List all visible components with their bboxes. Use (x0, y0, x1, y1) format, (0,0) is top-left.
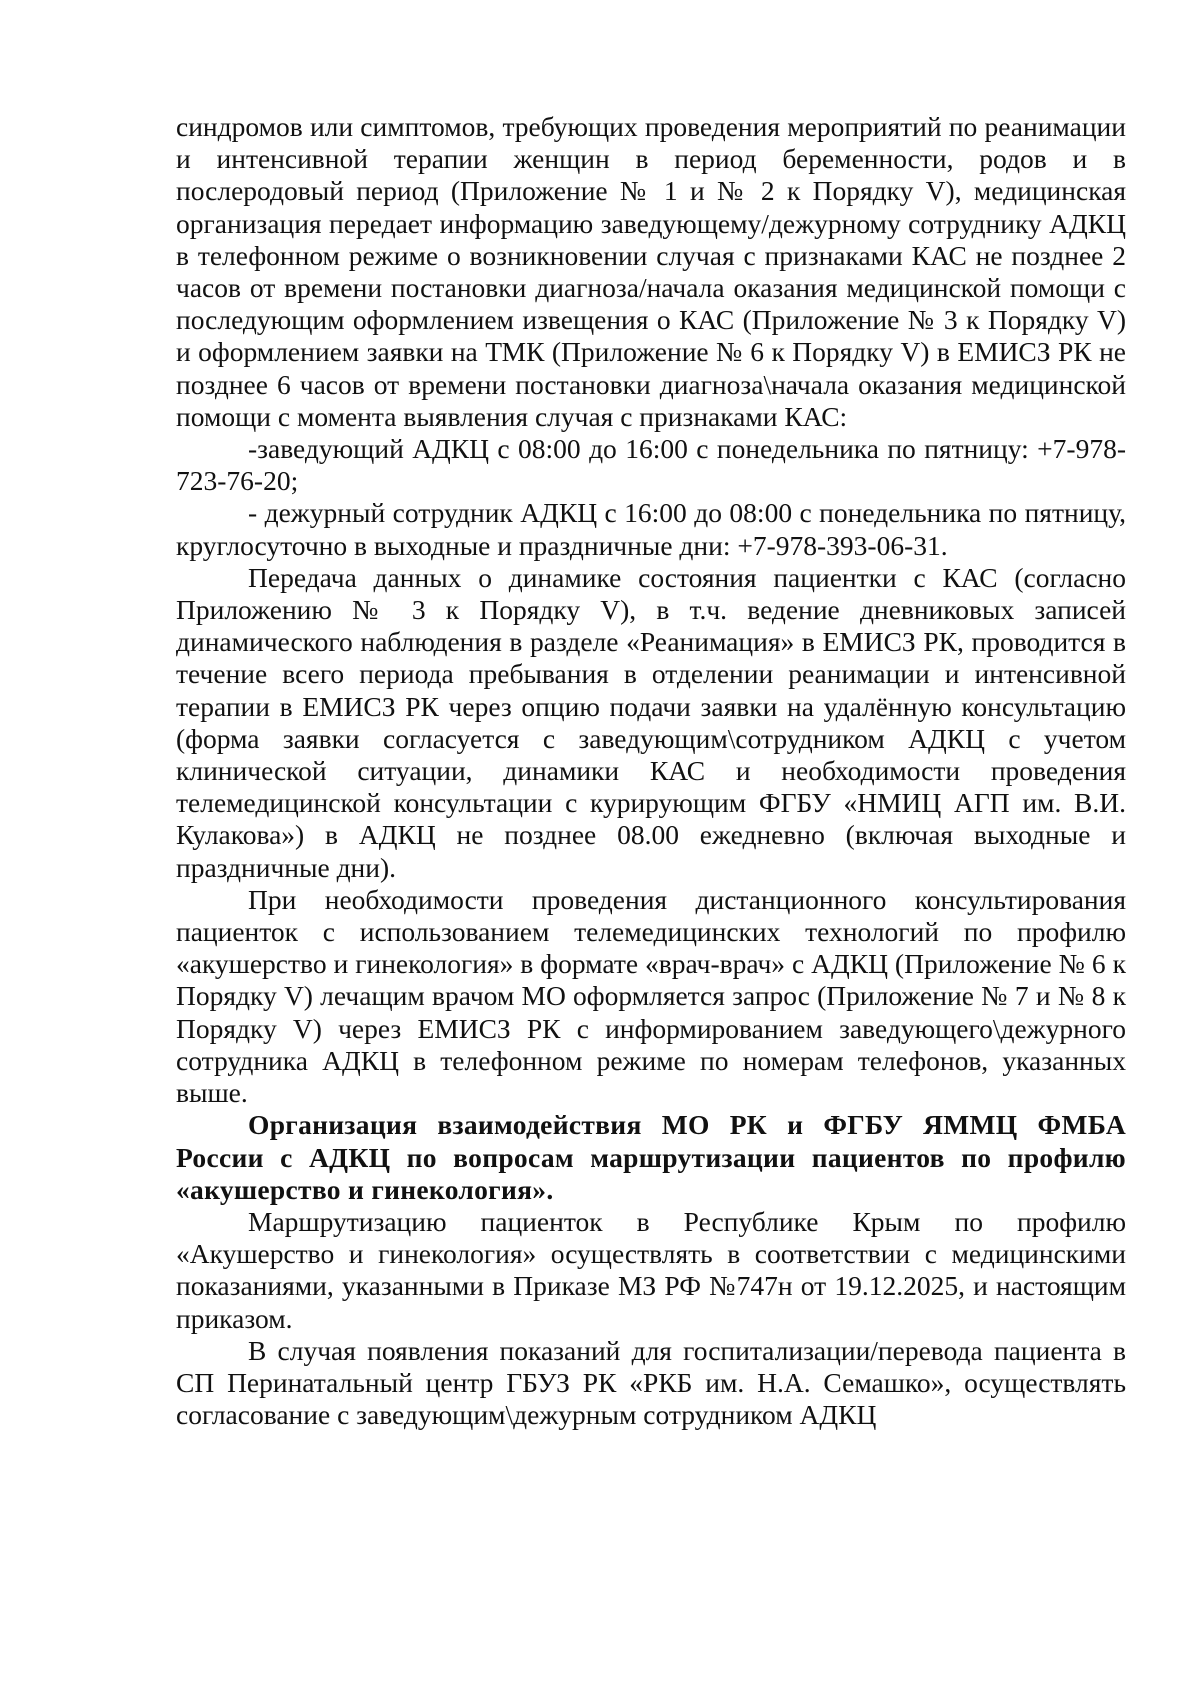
paragraph-hospitalization: В случая появления показаний для госпитализации/перевода пациента в СП Перинатальный центр ГБУЗ РК «РКБ им. Н.А. Семашко», осуществлять согласование с заведующим\дежурным сотрудником АДКЦ (176, 1334, 1126, 1431)
document-body (176, 111, 1126, 1431)
paragraph-dynamics-transfer: Передача данных о динамике состояния пациентки с КАС (согласно Приложению № 3 к Порядку V), в т.ч. ведение дневниковых записей динамического наблюдения в разделе «Реанимация» в ЕМИСЗ РК, проводится в течение всего периода пребывания в отделении реанимации и интенсивной терапии в ЕМИСЗ РК через опцию подачи заявки на удалённую консультацию (форма заявки согласуется с заведующим\сотрудником АДКЦ с учетом клинической ситуации, динамики КАС и необходимости проведения телемедицинской консультации с курирующим ФГБУ «НМИЦ АГП им. В.И. Кулакова») в АДКЦ не позднее 08.00 ежедневно (включая выходные и праздничные дни). (176, 561, 1126, 883)
paragraph-routing: Маршрутизацию пациенток в Республике Крым по профилю «Акушерство и гинекология» осуществлять в соответствии с медицинскими показаниями, указанными в Приказе МЗ РФ №747н от 19.12.2025, и настоящим приказом. (176, 1205, 1126, 1334)
paragraph-procedure-intro: синдромов или симптомов, требующих проведения мероприятий по реанимации и интенсивной терапии женщин в период беременности, родов и в послеродовый период (Приложение № 1 и № 2 к Порядку V), медицинская организация передает информацию заведующему/дежурному сотруднику АДКЦ в телефонном режиме о возникновении случая с признаками КАС не позднее 2 часов от времени постановки диагноза/начала оказания медицинской помощи с последующим оформлением извещения о КАС (Приложение № 3 к Порядку V) и оформлением заявки на ТМК (Приложение № 6 к Порядку V) в ЕМИСЗ РК не позднее 6 часов от времени постановки диагноза\начала оказания медицинской помощи с момента выявления случая с признаками КАС: (176, 111, 1126, 432)
paragraph-duty-contact: - дежурный сотрудник АДКЦ с 16:00 до 08:00 с понедельника по пятницу, круглосуточно в выходные и праздничные дни: +7-978-393-06-31. (176, 497, 1126, 561)
section-heading-routing: Организация взаимодействия МО РК и ФГБУ ЯММЦ ФМБА России с АДКЦ по вопросам маршрутизации пациентов по профилю «акушерство и гинекология». (176, 1109, 1126, 1205)
paragraph-head-contact: -заведующий АДКЦ с 08:00 до 16:00 с понедельника по пятницу: +7-978-723-76-20; (176, 433, 1126, 497)
paragraph-telemedicine: При необходимости проведения дистанционного консультирования пациенток с использованием телемедицинских технологий по профилю «акушерство и гинекология» в формате «врач-врач» с АДКЦ (Приложение № 6 к Порядку V) лечащим врачом МО оформляется запрос (Приложение № 7 и № 8 к Порядку V) через ЕМИСЗ РК с информированием заведующего\дежурного сотрудника АДКЦ в телефонном режиме по номерам телефонов, указанных выше. (176, 883, 1126, 1109)
